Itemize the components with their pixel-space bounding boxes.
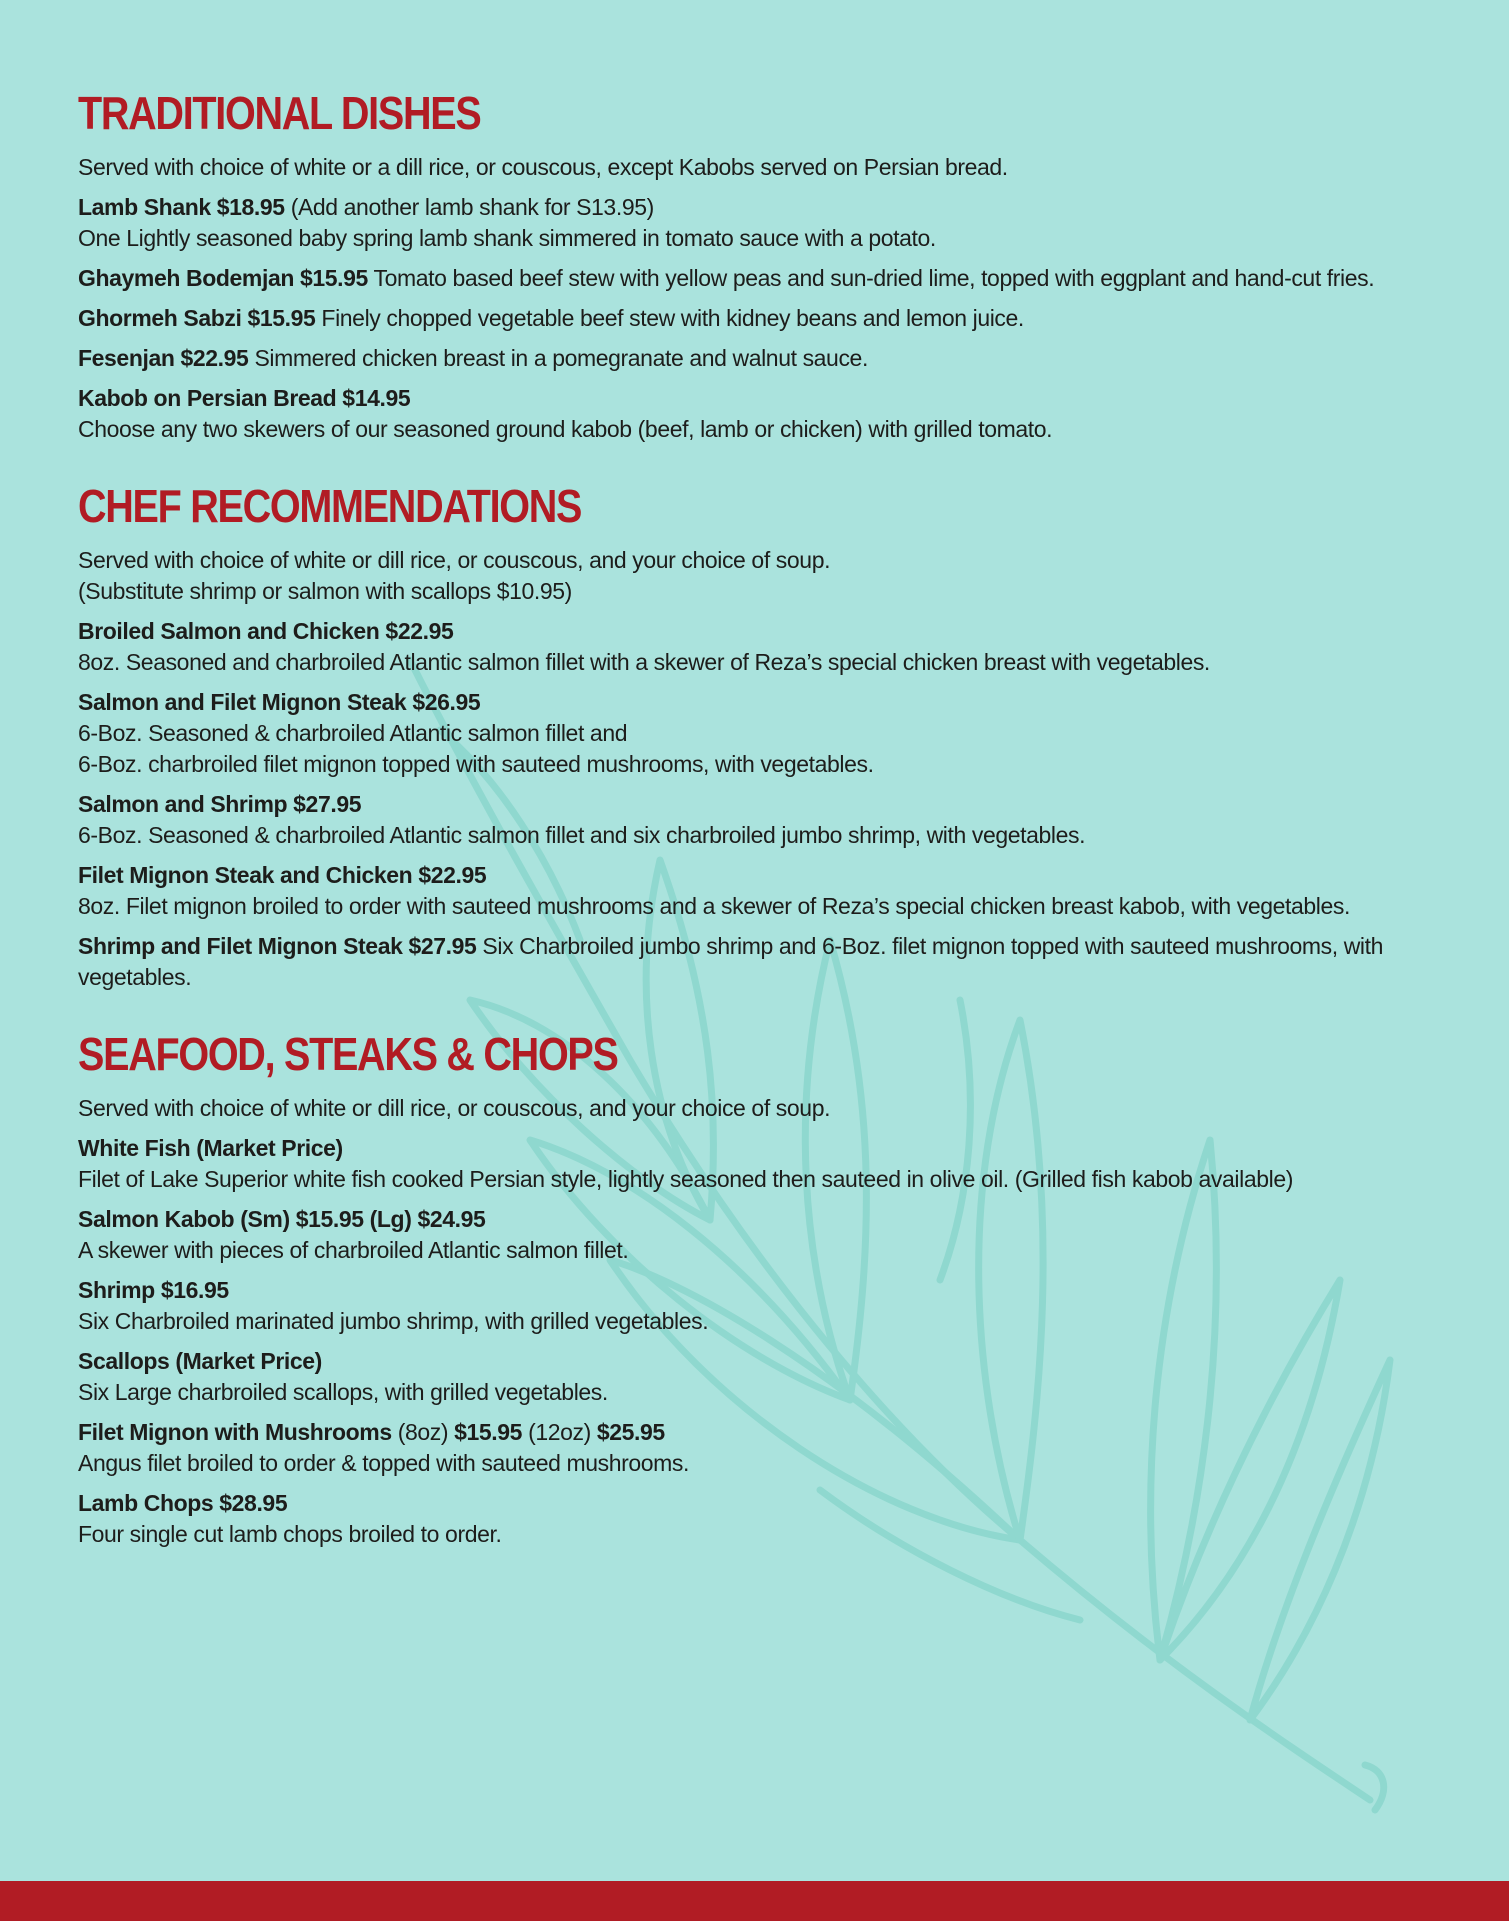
item-name: Shrimp $16.95 bbox=[78, 1277, 229, 1303]
item-description: 8oz. Seasoned and charbroiled Atlantic salmon fillet with a skewer of Reza’s special chicken breast with vegetables. bbox=[78, 649, 1210, 675]
menu-item bbox=[78, 303, 1458, 334]
item-name: Filet Mignon with Mushrooms bbox=[78, 1419, 392, 1445]
item-description: Choose any two skewers of our seasoned ground kabob (beef, lamb or chicken) with grilled tomato. bbox=[78, 416, 1053, 442]
item-description: One Lightly seasoned baby spring lamb shank simmered in tomato sauce with a potato. bbox=[78, 225, 936, 251]
menu-item bbox=[78, 1275, 1458, 1337]
menu-item bbox=[78, 1488, 1458, 1550]
menu-item bbox=[78, 687, 1458, 780]
item-name: Scallops (Market Price) bbox=[78, 1348, 322, 1374]
item-name: Fesenjan $22.95 bbox=[78, 345, 249, 371]
chef-recommendations-section bbox=[78, 475, 1458, 993]
item-description: 8oz. Filet mignon broiled to order with sauteed mushrooms and a skewer of Reza’s special chicken breast kabob, with vegetables. bbox=[78, 893, 1350, 919]
item-description: Filet of Lake Superior white fish cooked Persian style, lightly seasoned then sauteed in olive oil. (Grilled fish kabob available) bbox=[78, 1166, 1293, 1192]
item-name: Broiled Salmon and Chicken $22.95 bbox=[78, 618, 454, 644]
menu-item bbox=[78, 860, 1458, 922]
menu-item bbox=[78, 263, 1458, 294]
menu-item bbox=[78, 789, 1458, 851]
item-name: Salmon and Filet Mignon Steak $26.95 bbox=[78, 689, 481, 715]
item-description: Finely chopped vegetable beef stew with kidney beans and lemon juice. bbox=[315, 305, 1024, 331]
item-description: Six Charbroiled jumbo shrimp and 6-Boz. filet mignon topped with sauteed mushrooms, with vegetables. bbox=[78, 933, 1384, 990]
item-name: Ghormeh Sabzi $15.95 bbox=[78, 305, 316, 331]
menu-item bbox=[78, 616, 1458, 678]
item-description: Six Charbroiled marinated jumbo shrimp, with grilled vegetables. bbox=[78, 1308, 709, 1334]
section-title: CHEF RECOMMENDATIONS bbox=[78, 480, 582, 532]
section-title: SEAFOOD, STEAKS & CHOPS bbox=[78, 1028, 618, 1080]
section-intro: Served with choice of white or a dill rice, or couscous, except Kabobs served on Persian bread. bbox=[78, 154, 1008, 180]
item-description: 6-Boz. charbroiled filet mignon topped with sauteed mushrooms, with vegetables. bbox=[78, 751, 874, 777]
item-price: $25.95 bbox=[596, 1419, 665, 1445]
section-intro: Served with choice of white or dill rice, or couscous, and your choice of soup. bbox=[78, 1095, 831, 1121]
menu-item bbox=[78, 192, 1458, 254]
item-name: Shrimp and Filet Mignon Steak $27.95 bbox=[78, 933, 477, 959]
item-name: Salmon Kabob (Sm) $15.95 (Lg) $24.95 bbox=[78, 1206, 486, 1232]
item-description: Tomato based beef stew with yellow peas and sun-dried lime, topped with eggplant and hand-cut fries. bbox=[367, 265, 1375, 291]
item-name: White Fish (Market Price) bbox=[78, 1135, 343, 1161]
item-name: Filet Mignon Steak and Chicken $22.95 bbox=[78, 862, 487, 888]
item-name: Lamb Chops $28.95 bbox=[78, 1490, 288, 1516]
menu-item bbox=[78, 1346, 1458, 1408]
item-description: A skewer with pieces of charbroiled Atlantic salmon fillet. bbox=[78, 1237, 629, 1263]
intro-line: Served with choice of white or dill rice, or couscous, and your choice of soup. bbox=[78, 547, 831, 573]
section-title: TRADITIONAL DISHES bbox=[78, 87, 481, 139]
section-intro bbox=[78, 545, 1458, 607]
footer-bar bbox=[0, 1881, 1509, 1921]
item-price: $15.95 bbox=[454, 1419, 523, 1445]
menu-item bbox=[78, 1133, 1458, 1195]
item-description: Angus filet broiled to order & topped with sauteed mushrooms. bbox=[78, 1450, 690, 1476]
item-description: Simmered chicken breast in a pomegranate and walnut sauce. bbox=[248, 345, 868, 371]
seafood-steaks-chops-section bbox=[78, 1023, 1458, 1550]
item-name: Kabob on Persian Bread $14.95 bbox=[78, 385, 411, 411]
traditional-dishes-section bbox=[78, 82, 1458, 445]
item-description: 6-Boz. Seasoned & charbroiled Atlantic salmon fillet and bbox=[78, 720, 628, 746]
item-name: Ghaymeh Bodemjan $15.95 bbox=[78, 265, 368, 291]
item-description: Six Large charbroiled scallops, with grilled vegetables. bbox=[78, 1379, 608, 1405]
item-description: 6-Boz. Seasoned & charbroiled Atlantic salmon fillet and six charbroiled jumbo shrimp, with vegetables. bbox=[78, 822, 1086, 848]
item-description: Four single cut lamb chops broiled to order. bbox=[78, 1521, 502, 1547]
item-size: (8oz) bbox=[391, 1419, 455, 1445]
item-note: (Add another lamb shank for S13.95) bbox=[284, 194, 654, 220]
menu-item bbox=[78, 343, 1458, 374]
menu-item bbox=[78, 931, 1458, 993]
intro-line: (Substitute shrimp or salmon with scallops $10.95) bbox=[78, 578, 572, 604]
menu-item bbox=[78, 1417, 1458, 1479]
menu-item bbox=[78, 383, 1458, 445]
item-name: Salmon and Shrimp $27.95 bbox=[78, 791, 362, 817]
item-name: Lamb Shank $18.95 bbox=[78, 194, 285, 220]
menu-item bbox=[78, 1204, 1458, 1266]
item-size: (12oz) bbox=[522, 1419, 597, 1445]
menu-page bbox=[78, 82, 1458, 1580]
